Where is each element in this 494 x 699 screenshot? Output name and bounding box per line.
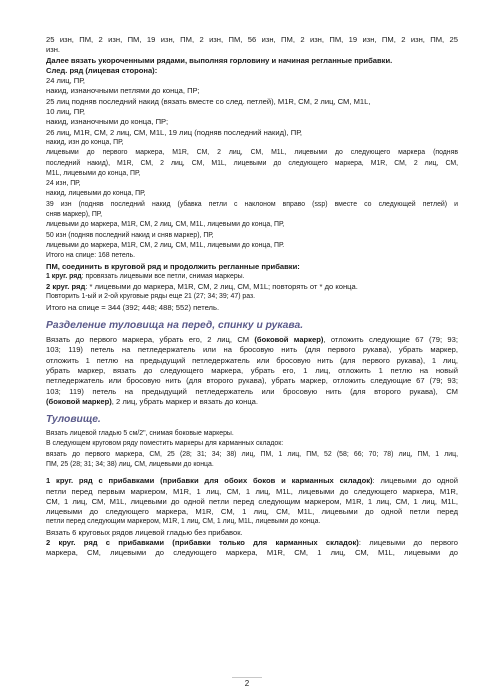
text-line: В следующем круговом ряду поместить маркеры для карманных складок:	[46, 440, 284, 448]
text-line: петледержатель или бросовую нить (для второго рукава), убрать маркер, отложить следующие 67 (79; 93;	[46, 376, 458, 386]
text-line: (боковой маркер), 2 лиц, убрать маркер и вязать до конца.	[46, 396, 259, 406]
section-heading-body: Туловище.	[46, 414, 101, 426]
text-line: Вязать до первого маркера, убрать его, 2 лиц, СМ (боковой маркер), отложить следующие 67 (79; 93;	[46, 335, 458, 345]
text-line: 24 изн, ПР,	[46, 180, 81, 188]
text-line: 25 изн, ПМ, 2 изн, ПМ, 19 изн, ПМ, 2 изн, ПМ, 56 изн, ПМ, 2 изн, ПМ, 19 изн, ПМ, 2 изн, ПМ, 25	[46, 35, 458, 44]
text-line: накид, изнаночными петлями до конца, ПР;	[46, 86, 200, 96]
text-line: ПМ, 25 (28; 31; 34; 38) лиц, СМ, лицевыми до конца.	[46, 460, 214, 468]
section-heading-split: Разделение туловища на перед, спинку и рукава.	[46, 320, 304, 332]
text-line: 1 круг. ряд: провязать лицевыми все петли, снимая маркеры.	[46, 272, 245, 280]
text-line: 24 лиц, ПР,	[46, 76, 85, 86]
text-line: 103; 119) петель на предыдущий петледержатель или бросовую нить (для второго рукава), СМ	[46, 386, 458, 396]
text-line: Итого на спице = 344 (392; 448; 488; 552) петель.	[46, 302, 220, 312]
text-line: СМ, 1 лиц, СМ, M1L, лицевыми до одной петли перед следующим маркером, M1R, 1 лиц, СМ, 1 лиц, M1L,	[46, 496, 458, 506]
text-line: вязать до первого маркера, СМ, 25 (28; 31; 34; 38) лиц, ПМ, 1 лиц, ПМ, 52 (58; 66; 70; 78) лиц, ПМ, 1 лиц,	[46, 450, 458, 458]
text-line: След. ряд (лицевая сторона):	[46, 65, 158, 75]
text-line: лицевыми до следующего маркера, M1R, СМ, 1 лиц, СМ, M1L, лицевыми до одной петли перед	[46, 507, 458, 517]
footer-divider	[232, 677, 262, 678]
text-line: 2 круг. ряд: * лицевыми до маркера, M1R, СМ, 2 лиц, СМ, M1L; повторять от * до конца.	[46, 282, 358, 292]
text-line: 39 изн (подняв последний накид (убавка петли с наклоном вправо (ssp) вместе со следующей петлей) и	[46, 200, 458, 208]
text-line: Итого на спице: 168 петель.	[46, 252, 136, 260]
text-line: сняв маркер), ПР,	[46, 211, 102, 219]
text-line: Повторить 1-ый и 2-ой круговые ряды еще 21 (27; 34; 39; 47) раз.	[46, 293, 256, 301]
text-line: лицевыми до первого маркера, M1R, СМ, 2 лиц, СМ, M1L, лицевыми до следующего маркера (подняв	[46, 149, 458, 157]
page-number: 2	[244, 679, 250, 688]
text-line: лицевыми до маркера, M1R, СМ, 2 лиц, СМ, M1L, лицевыми до конца, ПР.	[46, 241, 285, 249]
text-line: лицевыми до маркера, M1R, СМ, 2 лиц, СМ, M1L, лицевыми до конца, ПР,	[46, 221, 285, 229]
text-line: Вязать 6 круговых рядов лицевой гладью без прибавок.	[46, 527, 243, 537]
text-line: M1L, лицевыми до конца, ПР,	[46, 169, 141, 177]
text-line: 25 лиц подняв последний накид (вязать вместе со след. петлей), M1R, СМ, 2 лиц, СМ, M1L,	[46, 96, 371, 106]
text-line: убрать маркер, вязать до следующего маркера, убрать его, 1 лиц, отложить 1 петлю на новый	[46, 365, 458, 375]
pattern-instructions-top	[46, 35, 458, 313]
text-line: 26 лиц, M1R, СМ, 2 лиц, СМ, M1L, 19 лиц (подняв последний накид), ПР,	[46, 127, 302, 137]
text-line: 50 изн (подняв последний накид и сняв маркер), ПР,	[46, 231, 214, 239]
text-line: 2 круг. ряд с прибавками (прибавки только для карманных складок): лицевыми до первого	[46, 538, 458, 548]
text-line: 1 круг. ряд с прибавками (прибавки для обоих боков и карманных складок): лицевыми до одной	[46, 476, 458, 486]
text-line: петли перед следующим маркером, M1R, 1 лиц, СМ, 1 лиц, M1L, лицевыми до конца.	[46, 518, 321, 526]
text-line: ПМ, соединить в круговой ряд и продолжить регланные прибавки:	[46, 261, 300, 271]
text-line: маркера, СМ, лицевыми до следующего маркера, M1R, СМ, 1 лиц, СМ, M1L, лицевыми до	[46, 548, 458, 558]
document-page	[46, 35, 458, 559]
text-line: накид, изн до конца, ПР,	[46, 138, 124, 146]
text-line: 10 лиц, ПР,	[46, 107, 85, 117]
text-line: отложить 1 петлю на предыдущий петледержатель или бросовую нить (для первого рукава), 1 лиц,	[46, 355, 458, 365]
text-line: Вязать лицевой гладью 5 см/2", снимая боковые маркеры.	[46, 430, 234, 438]
text-line: изн.	[46, 45, 61, 55]
pattern-split-paragraph	[46, 335, 458, 407]
pattern-body-intro	[46, 429, 458, 470]
pattern-body-increases	[46, 476, 458, 558]
text-line: накид, изнаночными до конца, ПР;	[46, 117, 169, 127]
text-line: 103; 119) петель на петледержатель или на бросовую нить (для первого рукава), убрать маркер,	[46, 345, 458, 355]
text-line: Далее вязать укороченными рядами, выполняя горловину и начиная регланные прибавки.	[46, 55, 393, 65]
text-line: петли перед первым маркером, M1R, 1 лиц, СМ, 1 лиц, M1L, лицевыми до следующего маркера, M1R,	[46, 486, 458, 496]
text-line: накид, лицевыми до конца, ПР,	[46, 190, 146, 198]
text-line: последний накид), M1R, СМ, 2 лиц, СМ, M1L, лицевыми до следующего маркера, M1R, СМ, 2 лиц, СМ,	[46, 159, 458, 167]
